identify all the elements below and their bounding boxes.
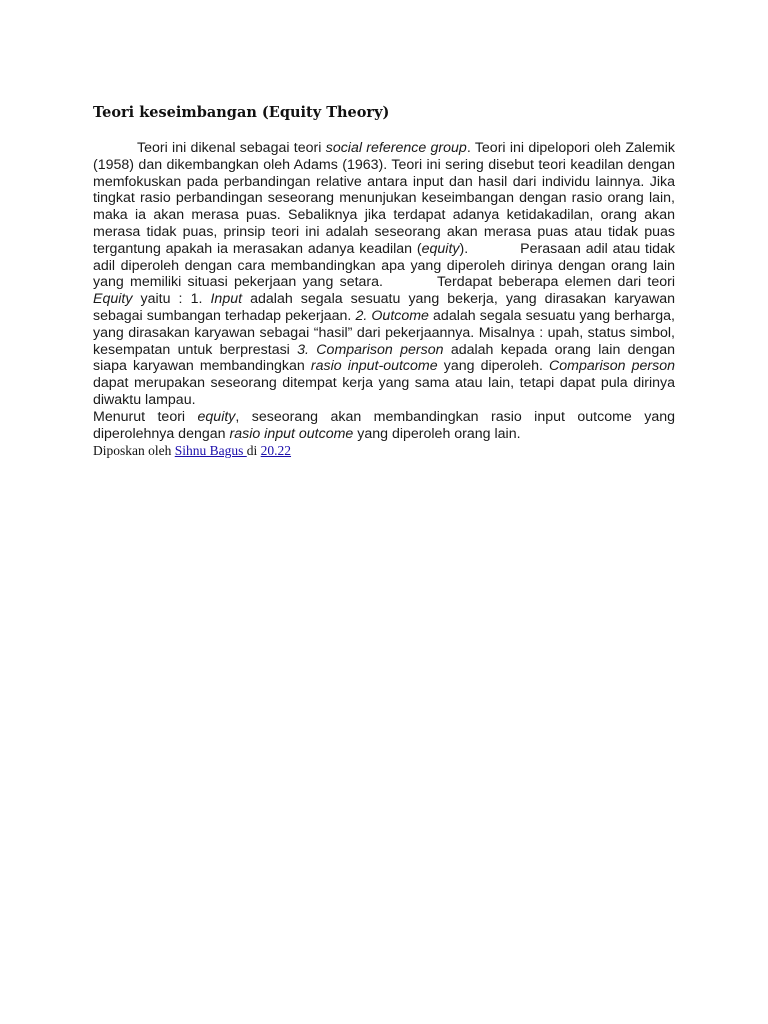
posted-by-label: Diposkan oleh: [93, 443, 175, 459]
paragraph-2: [93, 409, 675, 443]
post-body: [93, 140, 675, 442]
text-run: adalah segala sesuatu yang bekerja, yang dirasakan karyawan sebagai sumbangan terhadap pekerjaan.: [93, 291, 675, 324]
text-run: adalah kepada orang lain dengan siapa karyawan membandingkan: [93, 341, 675, 375]
blog-post: [93, 103, 675, 460]
author-link[interactable]: Sihnu Bagus: [174, 443, 247, 459]
text-run: . Teori ini dipelopori oleh Zalemik (1958) dan dikembangkan oleh Adams (1963). Teori ini sering disebut teori keadilan dengan memfokuskan pada perbandingan relative antara input dan hasil dari individu lainnya. Jika tingkat rasio perbandingan seseorang menunjukan keseimbangan dengan rasio orang lain, maka ia akan merasa puas. Sebaliknya jika terdapat adanya ketidakadilan, orang akan merasa tidak puas, prinsip teori ini adalah seseorang akan merasa puas atau tidak puas tergantung apakah ia merasakan adanya keadilan (: [93, 140, 675, 257]
text-run: , seseorang akan membandingkan rasio input outcome yang diperolehnya dengan: [93, 408, 676, 442]
text-run: Terdapat beberapa elemen dari teori: [436, 274, 675, 291]
text-run: yaitu : 1.: [132, 291, 211, 308]
text-run: yang diperoleh orang lain.: [353, 425, 521, 442]
text-run: dapat merupakan seseorang ditempat kerja yang sama atau lain, tetapi dapat pula dirinya diwaktu lampau.: [93, 375, 675, 408]
italic-term: 2. Outcome: [355, 307, 429, 324]
italic-term: social reference group: [325, 140, 467, 156]
post-time-link[interactable]: 20.22: [260, 443, 292, 459]
post-title: Teori keseimbangan (Equity Theory): [93, 104, 390, 121]
italic-term: Input: [210, 291, 243, 308]
italic-term: Equity: [93, 291, 133, 308]
post-footer: [93, 442, 675, 460]
paragraph-1: [93, 140, 675, 409]
italic-term: equity: [197, 408, 236, 425]
text-run: Menurut teori: [93, 408, 198, 425]
italic-term: 3. Comparison person: [297, 341, 444, 358]
text-run: ).: [459, 240, 469, 257]
italic-term: Comparison person: [549, 358, 676, 375]
text-run: adalah segala sesuatu yang berharga, yang dirasakan karyawan sebagai “hasil” dari pekerjaannya. Misalnya : upah, status simbol, kesempatan untuk berprestasi: [93, 307, 675, 358]
posted-at-label: di: [246, 443, 261, 459]
text-run: Teori ini dikenal sebagai teori: [137, 140, 326, 156]
italic-term: rasio input-outcome: [310, 358, 438, 375]
italic-term: equity: [421, 240, 460, 257]
italic-term: rasio input outcome: [229, 425, 354, 442]
text-run: Perasaan adil atau tidak adil diperoleh dengan cara membandingkan apa yang diperoleh dirinya dengan orang lain yang memiliki situasi pekerjaan yang setara.: [93, 240, 675, 291]
text-run: yang diperoleh.: [437, 358, 550, 375]
